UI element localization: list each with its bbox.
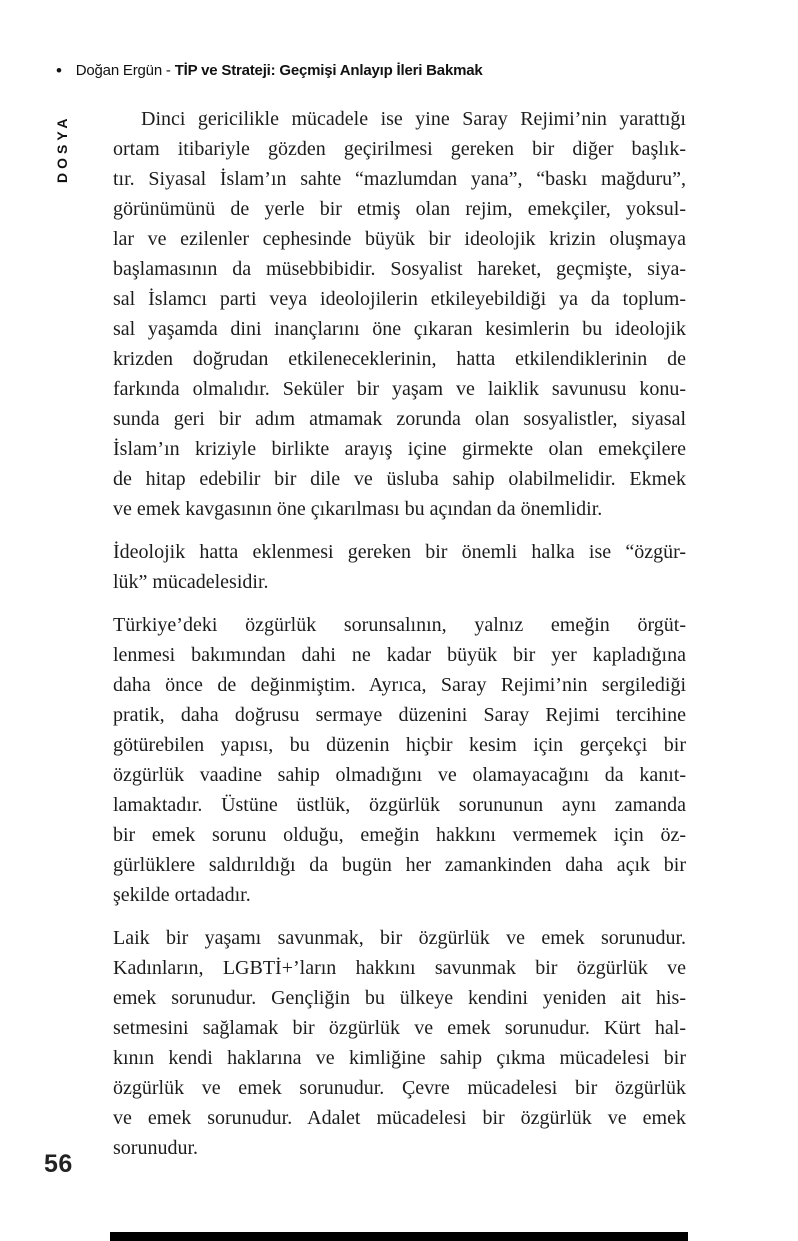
page-number: 56	[44, 1150, 73, 1178]
body-line: özgürlük vaadine sahip olmadığını ve olamayacağını da kanıt-	[113, 764, 686, 786]
header-author: Doğan Ergün -	[75, 62, 175, 79]
body-line: farkında olmalıdır. Seküler bir yaşam ve laiklik savunusu konu-	[113, 378, 686, 400]
body-line: de hitap edebilir bir dile ve üsluba sahip olabilmelidir. Ekmek	[113, 468, 686, 490]
body-line: İslam’ın kriziyle birlikte arayış içine girmekte olan emekçilere	[113, 438, 686, 460]
running-header	[56, 62, 758, 80]
body-line: Laik bir yaşamı savunmak, bir özgürlük ve emek sorunudur.	[113, 927, 686, 949]
header-text	[76, 62, 483, 80]
body-line: sorunudur.	[113, 1137, 198, 1159]
body-line: lük” mücadelesidir.	[113, 571, 269, 593]
body-text	[113, 104, 686, 1176]
body-line: Türkiye’deki özgürlük sorunsalının, yalnız emeğin örgüt-	[113, 614, 686, 636]
body-line: lar ve ezilenler cephesinde büyük bir ideolojik krizin oluşmaya	[113, 228, 686, 250]
body-line: özgürlük ve emek sorunudur. Çevre mücadelesi bir özgürlük	[113, 1077, 686, 1099]
body-line: şekilde ortadadır.	[113, 884, 251, 906]
body-line: bir emek sorunu olduğu, emeğin hakkını vermemek için öz-	[113, 824, 686, 846]
body-line: tır. Siyasal İslam’ın sahte “mazlumdan yana”, “baskı mağduru”,	[113, 168, 686, 190]
body-line: setmesini sağlamak bir özgürlük ve emek sorunudur. Kürt hal-	[113, 1017, 686, 1039]
body-line: daha önce de değinmiştim. Ayrıca, Saray Rejimi’nin sergilediği	[113, 674, 686, 696]
body-line: lamaktadır. Üstüne üstlük, özgürlük sorununun aynı zamanda	[113, 794, 686, 816]
body-line: Dinci gericilikle mücadele ise yine Saray Rejimi’nin yarattığı	[141, 108, 686, 130]
body-line: sal İslamcı parti veya ideolojilerin etkileyebildiği ya da toplum-	[113, 288, 686, 310]
body-line: emek sorunudur. Gençliğin bu ülkeye kendini yeniden ait his-	[113, 987, 686, 1009]
body-line: lenmesi bakımından dahi ne kadar büyük bir yer kapladığına	[113, 644, 686, 666]
paragraph	[113, 610, 686, 910]
header-article-title: TİP ve Strateji: Geçmişi Anlayıp İleri Bakmak	[174, 62, 483, 79]
body-line: ortam itibariyle gözden geçirilmesi gereken bir diğer başlık-	[113, 138, 686, 160]
body-line: görünümünü de yerle bir etmiş olan rejim, emekçiler, yoksul-	[113, 198, 686, 220]
body-line: sal yaşamda dini inançlarını öne çıkaran kesimlerin bu ideolojik	[113, 318, 686, 340]
body-line: ve emek kavgasının öne çıkarılması bu açından da önemlidir.	[113, 498, 603, 520]
paragraph	[113, 923, 686, 1163]
body-line: pratik, daha doğrusu sermaye düzenini Saray Rejimi tercihine	[113, 704, 686, 726]
body-line: gürlüklere saldırıldığı da bugün her zamankinden daha açık bir	[113, 854, 686, 876]
body-line: başlamasının da müsebbibidir. Sosyalist hareket, geçmişte, siya-	[113, 258, 686, 280]
body-line: ve emek sorunudur. Adalet mücadelesi bir özgürlük ve emek	[113, 1107, 686, 1129]
section-label-dosya: DOSYA	[54, 114, 70, 183]
paragraph	[113, 537, 686, 597]
body-line: krizden doğrudan etkileneceklerinin, hatta etkilendiklerinin de	[113, 348, 686, 370]
body-line: Kadınların, LGBTİ+’ların hakkını savunmak bir özgürlük ve	[113, 957, 686, 979]
body-line: sunda geri bir adım atmamak zorunda olan sosyalistler, siyasal	[113, 408, 686, 430]
body-line: İdeolojik hatta eklenmesi gereken bir önemli halka ise “özgür-	[113, 541, 686, 563]
paragraph	[113, 104, 686, 524]
body-line: götürebilen yapısı, bu düzenin hiçbir kesim için gerçekçi bir	[113, 734, 686, 756]
bullet-icon: •	[56, 61, 62, 80]
footer-bar	[110, 1232, 688, 1241]
body-line: kının kendi haklarına ve kimliğine sahip çıkma mücadelesi bir	[113, 1047, 686, 1069]
